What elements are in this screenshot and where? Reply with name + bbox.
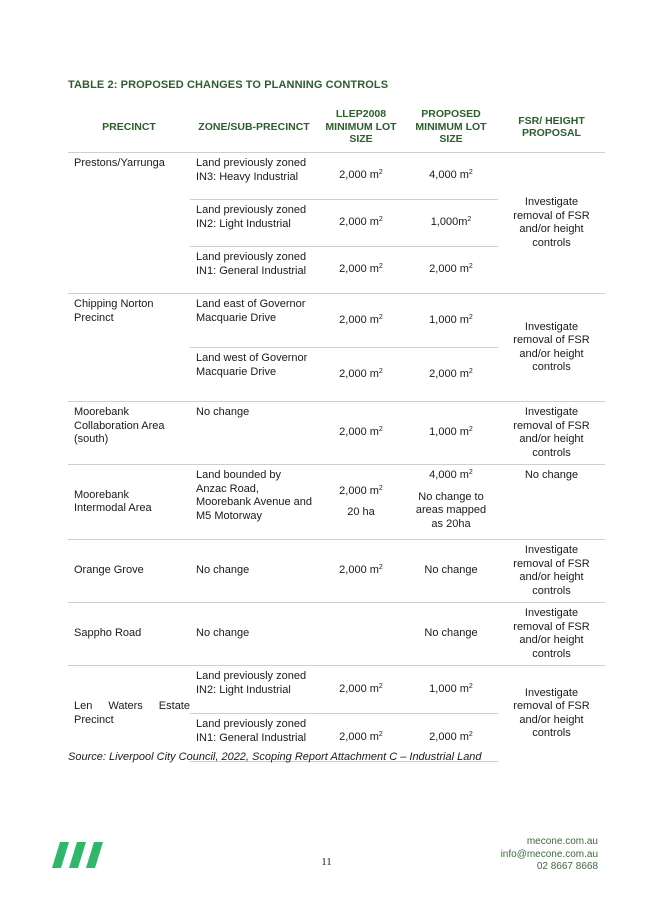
- proposed-cell: 4,000 $m^2$ No change to areas mapped as 20ha: [404, 465, 498, 540]
- zone-cell: Land previously zoned IN3: Heavy Industrial: [190, 153, 318, 200]
- zone-cell: Land previously zoned IN2: Light Industrial: [190, 666, 318, 714]
- proposed-cell: 2,000 $m^2$: [404, 247, 498, 294]
- fsr-cell: Investigate removal of FSR and/or height controls: [498, 540, 605, 603]
- llep-cell: 2,000 $m^2$: [318, 666, 404, 714]
- llep-cell: 2,000 $m^2$: [318, 348, 404, 402]
- llep-cell: 2,000 $m^2$: [318, 294, 404, 348]
- proposed-cell: $1,000m^2$: [404, 200, 498, 247]
- zone-cell: Land previously zoned IN1: General Industrial: [190, 247, 318, 294]
- table-row: [68, 666, 605, 714]
- proposed-cell: 2,000 $m^2$: [404, 348, 498, 402]
- precinct-cell: Moorebank Collaboration Area (south): [68, 402, 190, 465]
- zone-cell: Land previously zoned IN1: General Industrial: [190, 714, 318, 762]
- proposed-cell: 1,000 $m^2$: [404, 666, 498, 714]
- llep-cell: [318, 603, 404, 666]
- proposed-cell: No change: [404, 540, 498, 603]
- website-link[interactable]: mecone.com.au: [526, 836, 598, 847]
- precinct-cell: Len Waters Estate Precinct: [68, 666, 190, 762]
- table-row: [68, 402, 605, 465]
- header-precinct: PRECINCT: [102, 120, 156, 133]
- fsr-cell: No change: [498, 465, 605, 540]
- fsr-cell: Investigate removal of FSR and/or height controls: [498, 603, 605, 666]
- zone-cell: Land east of Governor Macquarie Drive: [190, 294, 318, 348]
- fsr-cell: Investigate removal of FSR and/or height controls: [498, 294, 605, 402]
- llep-cell: 2,000 $m^2$: [318, 714, 404, 762]
- zone-cell: No change: [190, 540, 318, 603]
- precinct-cell: Moorebank Intermodal Area: [68, 465, 190, 540]
- proposed-cell: 4,000 $m^2$: [404, 153, 498, 200]
- source-note: Source: Liverpool City Council, 2022, Scoping Report Attachment C – Industrial Land: [68, 751, 482, 763]
- table-row: [68, 153, 605, 200]
- table-row: [68, 465, 605, 540]
- precinct-cell: Sappho Road: [68, 603, 190, 666]
- header-proposed: PROPOSED MINIMUM LOT SIZE: [415, 108, 487, 146]
- zone-cell: No change: [190, 603, 318, 666]
- llep-cell: 2,000 $m^2$: [318, 247, 404, 294]
- table-row: [68, 603, 605, 666]
- llep-cell: 2,000 $m^2$: [318, 200, 404, 247]
- page-number: 11: [321, 856, 332, 868]
- table-row: [68, 540, 605, 603]
- fsr-cell: Investigate removal of FSR and/or height controls: [498, 153, 605, 294]
- table-row: [68, 294, 605, 348]
- contact-block: [501, 836, 598, 874]
- proposed-cell: 2,000 $m^2$: [404, 714, 498, 762]
- proposed-cell: No change: [404, 603, 498, 666]
- fsr-cell: Investigate removal of FSR and/or height controls: [498, 402, 605, 465]
- fsr-cell: Investigate removal of FSR and/or height controls: [498, 666, 605, 762]
- header-llep: LLEP2008 MINIMUM LOT SIZE: [325, 108, 397, 146]
- proposed-cell: 1,000 $m^2$: [404, 294, 498, 348]
- table-title: TABLE 2: PROPOSED CHANGES TO PLANNING CONTROLS: [68, 79, 389, 91]
- zone-cell: Land west of Governor Macquarie Drive: [190, 348, 318, 402]
- precinct-cell: Prestons/Yarrunga: [68, 153, 190, 294]
- llep-cell: 2,000 $m^2$: [318, 540, 404, 603]
- planning-controls-table: [68, 106, 605, 762]
- proposed-cell: 1,000 $m^2$: [404, 402, 498, 465]
- phone-number: 02 8667 8668: [536, 861, 598, 872]
- zone-cell: No change: [190, 402, 318, 465]
- precinct-cell: Orange Grove: [68, 540, 190, 603]
- llep-cell: 2,000 $m^2$: [318, 402, 404, 465]
- header-fsr: FSR/ HEIGHT PROPOSAL: [518, 114, 585, 139]
- header-zone: ZONE/SUB-PRECINCT: [198, 120, 310, 133]
- zone-cell: Land previously zoned IN2: Light Industrial: [190, 200, 318, 247]
- zone-cell: Land bounded by Anzac Road, Moorebank Avenue and M5 Motorway: [190, 465, 318, 540]
- llep-cell: 2,000 $m^2$: [318, 153, 404, 200]
- precinct-cell: Chipping Norton Precinct: [68, 294, 190, 402]
- llep-cell: 2,000 $m^2$ 20 ha: [318, 465, 404, 540]
- table-header-row: [68, 106, 605, 153]
- email-link[interactable]: info@mecone.com.au: [500, 848, 598, 860]
